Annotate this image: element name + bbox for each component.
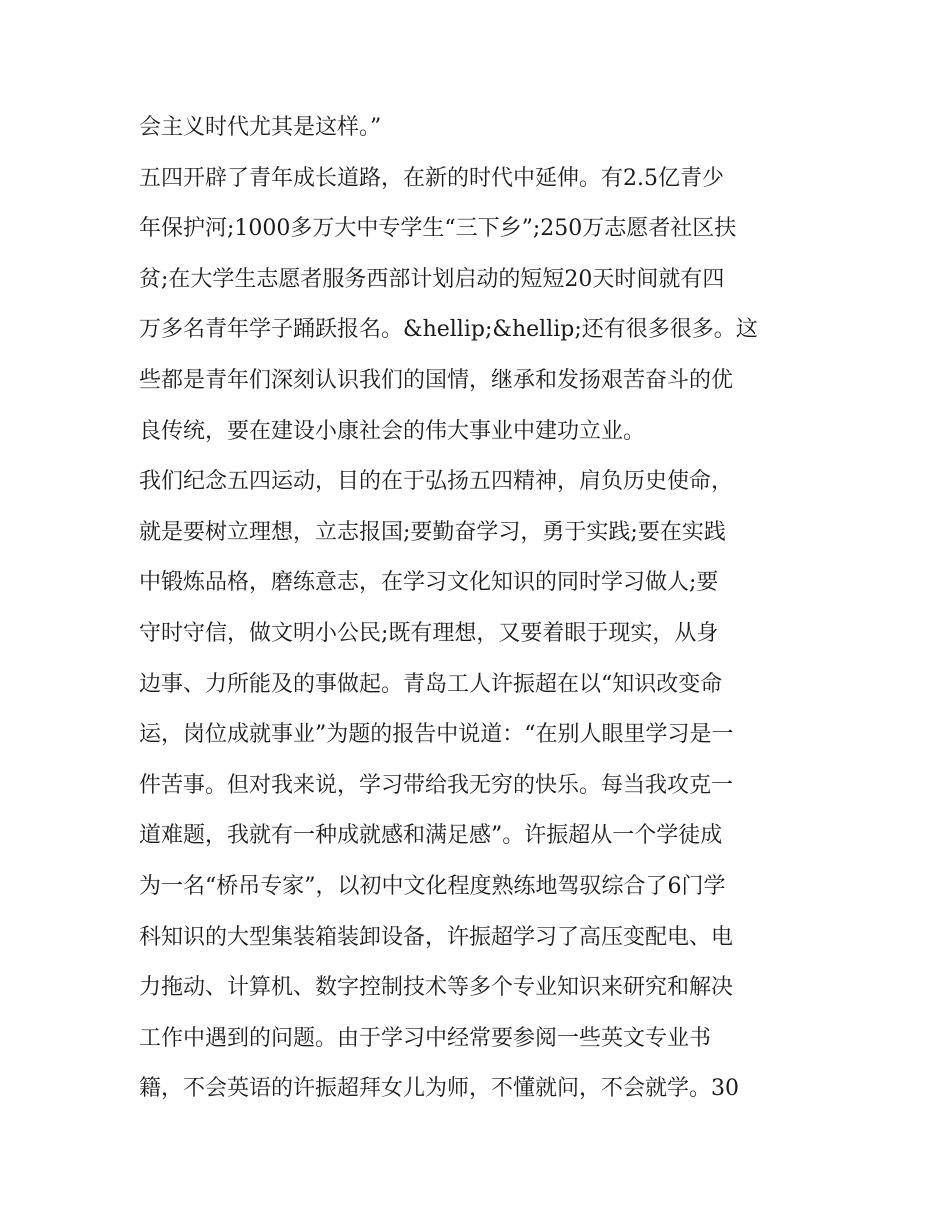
text-line: 我们纪念五四运动，目的在于弘扬五四精神，肩负历史使命，	[139, 469, 734, 495]
text-line: 工作中遇到的问题。由于学习中经常要参阅一些英文专业书	[139, 1025, 712, 1051]
text-line: 年保护河;1000多万大中专学生“三下乡”;250万志愿者社区扶	[139, 216, 737, 242]
text-line: 运，岗位成就事业”为题的报告中说道：“在别人眼里学习是一	[139, 722, 734, 748]
text-line: 为一名“桥吊专家”，以初中文化程度熟练地驾驭综合了6门学	[139, 873, 726, 899]
text-line: 中锻炼品格，磨练意志，在学习文化知识的同时学习做人;要	[139, 570, 719, 596]
text-line: 些都是青年们深刻认识我们的国情，继承和发扬艰苦奋斗的优	[139, 367, 734, 393]
body-text	[139, 103, 819, 1115]
text-line: 籍，不会英语的许振超拜女儿为师，不懂就问，不会就学。30	[139, 1076, 739, 1102]
text-line: 力拖动、计算机、数字控制技术等多个专业知识来研究和解决	[139, 975, 734, 1001]
text-line: 贫;在大学生志愿者服务西部计划启动的短短20天时间就有四	[139, 266, 725, 292]
text-line: 科知识的大型集装箱装卸设备，许振超学习了高压变配电、电	[139, 924, 734, 950]
text-line: 道难题，我就有一种成就感和满足感”。许振超从一个学徒成	[139, 823, 723, 849]
text-line: 良传统，要在建设小康社会的伟大事业中建功立业。	[139, 418, 646, 444]
text-line: 会主义时代尤其是这样。”	[139, 115, 382, 140]
text-line: 守时守信，做文明小公民;既有理想，又要着眼于现实，从身	[139, 620, 719, 646]
text-line: 万多名青年学子踊跃报名。&hellip;&hellip;还有很多很多。这	[139, 317, 758, 343]
text-line: 边事、力所能及的事做起。青岛工人许振超在以“知识改变命	[139, 671, 723, 697]
text-line: 就是要树立理想，立志报国;要勤奋学习，勇于实践;要在实践	[139, 519, 726, 545]
text-line: 件苦事。但对我来说，学习带给我无穷的快乐。每当我攻克一	[139, 772, 734, 798]
text-line: 五四开辟了青年成长道路，在新的时代中延伸。有2.5亿青少	[139, 165, 724, 191]
